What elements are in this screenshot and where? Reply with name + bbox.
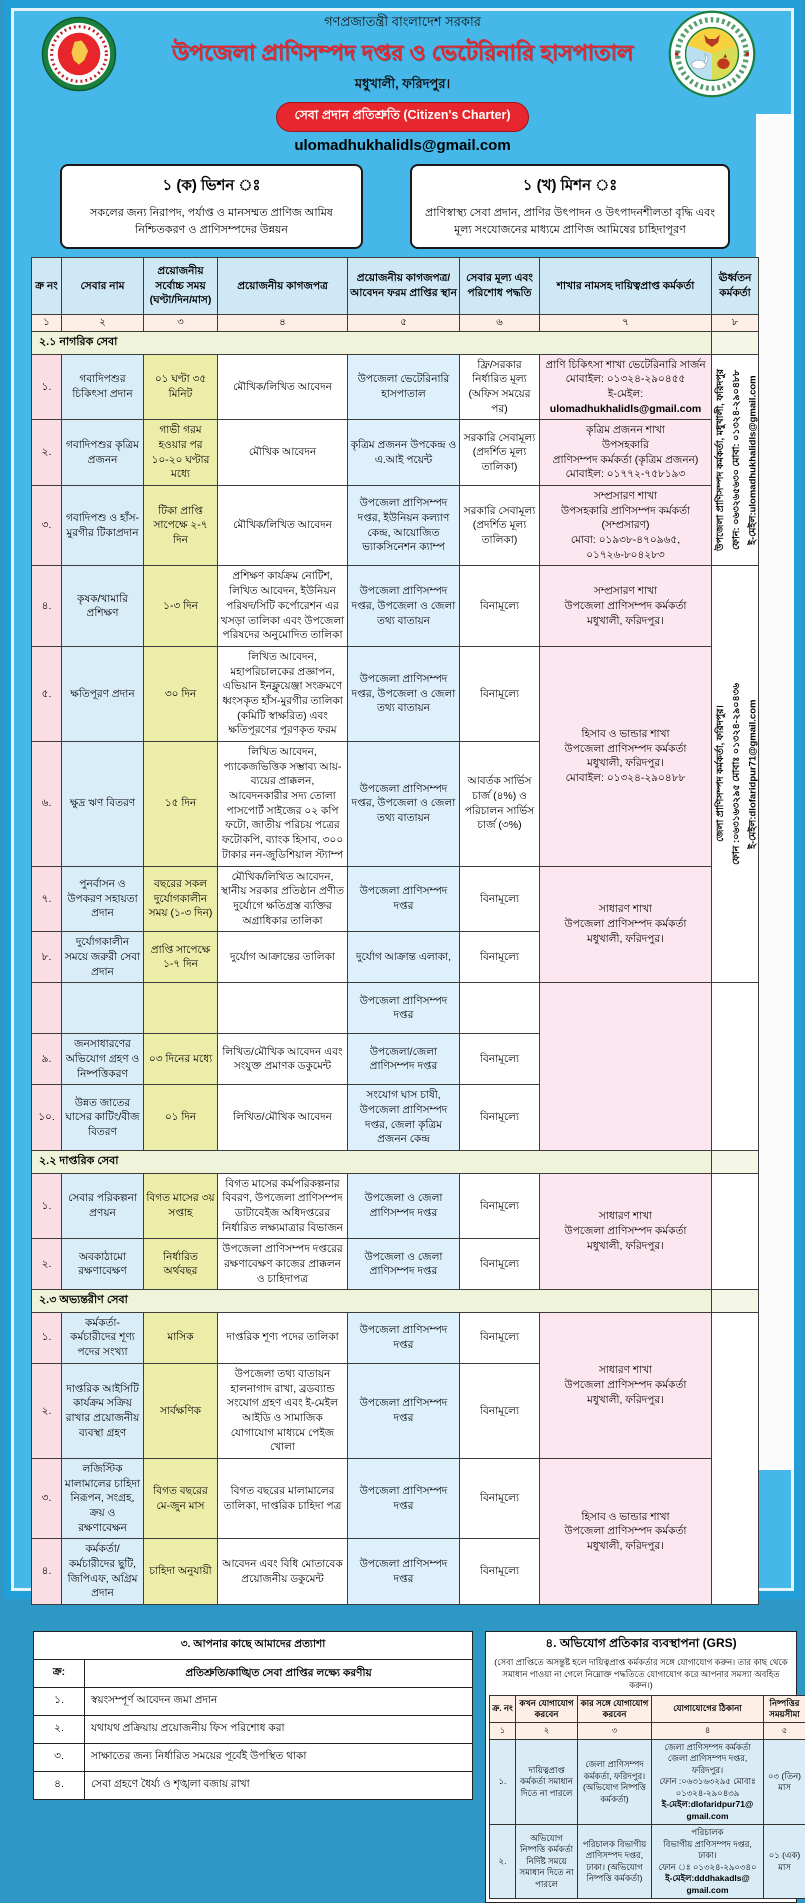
- grs-box: [485, 1631, 797, 1903]
- cell-line: উপজেলা প্রাণিসম্পদ কর্মকর্তা: [542, 1378, 709, 1393]
- service-table: [31, 257, 759, 1605]
- table-cell: ৩.: [32, 486, 62, 566]
- table-cell: ১-৩ দিন: [144, 566, 218, 646]
- cell-line: হিসাব ও ভান্ডার শাখা: [542, 1510, 709, 1525]
- cell-line: জেলা প্রাণিসম্পদ কর্মকর্তা, ফরিদপুর।: [713, 683, 729, 865]
- table-cell: কৃত্রিম প্রজনন উপকেন্দ্র ও এ.আই পয়েন্ট: [348, 420, 460, 486]
- column-number: ৬: [460, 315, 540, 332]
- table-row: [32, 1290, 759, 1312]
- bottom-row: [33, 1631, 802, 1903]
- cell-line: পরিচালক: [653, 1827, 762, 1838]
- cell-line: ই-মেইল:ulomadhukhalidls@gmail.com: [745, 369, 761, 551]
- office-title: উপজেলা প্রাণিসম্পদ দপ্তর ও ভেটেরিনারি হাসপাতাল: [3, 36, 802, 73]
- table-cell: বিগত মাসের কর্মপরিকল্পনার বিবরণ, উপজেলা প্রাণিসম্পদ ডাটাবেইজ অধিদপ্তরের নির্ধারিত লক্ষ্যমাত্রার বিভাজন: [218, 1173, 348, 1239]
- cell-line: মধুখালী, ফরিদপুর।: [542, 1393, 709, 1408]
- table-cell: বছরের সকল দুর্যোগকালীন সময় (১-৩ দিন): [144, 866, 218, 932]
- column-number: ৩: [578, 1723, 652, 1739]
- table-cell: উপজেলা প্রাণিসম্পদ দপ্তর, ইউনিয়ন কল্যাণ কেন্দ্র, আয়োজিত ভ্যাকসিনেশন ক্যাম্প: [348, 486, 460, 566]
- table-row: [32, 258, 759, 315]
- table-cell: জনসাধারণের অভিযোগ গ্রহণ ও নিষ্পত্তিকরণ: [62, 1034, 144, 1085]
- table-cell: লিখিত আবেদন, প্যাকেজভিত্তিক সম্ভাব্য আয়-ব্যয়ের প্রাক্কলন, আবেদনকারীর সদ্য তোলা পাসপোর্ট সাইজের ০২ কপি ফটো, জাতীয় পরিচয় পত্রের ফটোকপি, ব্যাংক হিসাব, ৩০০ টাকার নন-জুডিশিয়াল স্ট্যাম্প: [218, 742, 348, 867]
- table-cell: প্রাপ্তি সাপেক্ষে ১-৭ দিন: [144, 932, 218, 983]
- table-cell: উন্নত জাতের ঘাসের কাটিং/বীজ বিতরণ: [62, 1085, 144, 1151]
- column-number: ২: [516, 1723, 578, 1739]
- table-cell: [540, 420, 712, 486]
- cell-line: মোবাইল: ০১৩২৪-২৯০৪৫৫: [542, 372, 709, 387]
- expectations-box: [33, 1631, 473, 1800]
- cell-line: ফোন: ০৬৩২৬৫৬৩০ মোবা: ০১৩২৪-২৯০৪৮৮: [729, 369, 745, 551]
- expectation-text: যথাযথ প্রক্রিয়ায় প্রয়োজনীয় ফিস পরিশোধ করা: [85, 1716, 473, 1744]
- table-row: [32, 1312, 759, 1363]
- section-header: ২.২ দাপ্তরিক সেবা: [32, 1151, 712, 1173]
- table-cell: ০১ দিন: [144, 1085, 218, 1151]
- table-cell: ২.: [490, 1825, 516, 1899]
- table-row: [34, 1716, 473, 1744]
- cell-line: উপজেলা প্রাণিসম্পদ কর্মকর্তা: [542, 917, 709, 932]
- table-cell: উপজেলা ও জেলা প্রাণিসম্পদ দপ্তর: [348, 1173, 460, 1239]
- table-row: [32, 1173, 759, 1239]
- table-cell: [218, 983, 348, 1034]
- row-number: ২.: [34, 1716, 85, 1744]
- cell-line: প্রাণি চিকিৎসা শাখা ভেটেরিনারি সার্জন: [542, 358, 709, 373]
- table-cell: ২.: [32, 420, 62, 486]
- cell-line: ই-মেইল:dlofaridpur71@gmail.com: [745, 683, 761, 865]
- cell-line: উপসহকারি প্রাণিসম্পদ কর্মকর্তা: [542, 504, 709, 519]
- grs-note: (সেবা প্রাপ্তিতে অসন্তুষ্ট হলে দায়িত্বপ্রাপ্ত কর্মকর্তার সঙ্গে যোগাযোগ করুন। তার কাছ থেকে সমাধান পাওয়া না গেলে নিম্নোক্ত পদ্ধতিতে যোগাযোগ করে আপনার সমস্যা অবহিত করুন।): [491, 1657, 791, 1691]
- column-header: কখন যোগাযোগ করবেন: [516, 1695, 578, 1723]
- table-row: [32, 1151, 759, 1173]
- table-cell: ১.: [32, 1312, 62, 1363]
- cell-line: উপজেলা প্রাণিসম্পদ কর্মকর্তা, মধুখালী, ফরিদপুর: [713, 369, 729, 551]
- expectations-body: [34, 1688, 473, 1800]
- table-cell: বিগত মাসের ৩য় সপ্তাহ: [144, 1173, 218, 1239]
- table-cell: উপজেলা ভেটেরিনারি হাসপাতাল: [348, 354, 460, 420]
- vision-box: [60, 164, 363, 249]
- table-row: [34, 1688, 473, 1716]
- table-cell: দুর্যোগ আক্রান্তের তালিকা: [218, 932, 348, 983]
- cell-line: উপজেলা প্রাণিসম্পদ কর্মকর্তা: [542, 1224, 709, 1239]
- cell-line: মোবা: ০১৯৩৮-৪৭০৯৬৫, ০১৭২৬-৮০৪২৮৩: [542, 533, 709, 562]
- table-cell: [62, 983, 144, 1034]
- bangladesh-govt-logo: [41, 16, 117, 92]
- table-cell: ১.: [32, 1173, 62, 1239]
- table-cell: ১.: [490, 1739, 516, 1824]
- table-cell: উপজেলা প্রাণিসম্পদ দপ্তর, উপজেলা ও জেলা তথ্য বাতায়ন: [348, 646, 460, 741]
- grs-title: ৪. অভিযোগ প্রতিকার ব্যবস্থাপনা (GRS): [489, 1635, 793, 1655]
- cell-line: হিসাব ও ভান্ডার শাখা: [542, 727, 709, 742]
- table-cell: [32, 983, 62, 1034]
- citizen-charter-badge: সেবা প্রদান প্রতিশ্রুতি (Citizen's Charter): [276, 102, 530, 132]
- vision-title: ১ (ক) ভিশন ঃ: [72, 174, 351, 199]
- table-cell: [540, 1312, 712, 1458]
- table-cell: উপজেলা প্রাণিসম্পদ দপ্তর: [348, 1539, 460, 1605]
- column-header: ক্র. নং: [490, 1695, 516, 1723]
- column-number: ১: [32, 315, 62, 332]
- expectation-text: স্বয়ংসম্পূর্ণ আবেদন জমা প্রদান: [85, 1688, 473, 1716]
- table-cell: ০১ (এক) মাস: [764, 1825, 805, 1899]
- column-header: প্রয়োজনীয় কাগজপত্র/আবেদন ফরম প্রাপ্তির স্থান: [348, 258, 460, 315]
- vision-body: সকলের জন্য নিরাপদ, পর্যাপ্ত ও মানসম্মত প্রাণিজ আমিষ নিশ্চিতকরণ ও প্রাণিসম্পদের উন্নয়ন: [72, 205, 351, 239]
- column-number: ৪: [652, 1723, 764, 1739]
- table-cell: লিখিত আবেদন, মহাপরিচালকের প্রজ্ঞাপন, এভিয়ান ইনফ্লুয়েঞ্জা সংক্রমণে ধ্বংসকৃত হাঁস-মুরগীর তালিকা (কমিটি স্বাক্ষরিত) এবং ক্ষতিপূরণের পূরণকৃত ফরম: [218, 646, 348, 741]
- cell-line: উপসহকারি: [542, 438, 709, 453]
- table-cell: ৩০ দিন: [144, 646, 218, 741]
- table-cell: ৪.: [32, 1539, 62, 1605]
- table-cell: গবাদিপশু ও হাঁস-মুরগীর টিকাপ্রদান: [62, 486, 144, 566]
- vision-mission-row: [60, 164, 802, 249]
- cell-line: মধুখালী, ফরিদপুর।: [542, 756, 709, 771]
- table-cell: [712, 1151, 759, 1173]
- table-cell: ৫.: [32, 646, 62, 741]
- table-cell: [540, 1458, 712, 1604]
- table-cell: বিনামূল্যে: [460, 1239, 540, 1290]
- column-header: সেবার নাম: [62, 258, 144, 315]
- table-row: [32, 315, 759, 332]
- table-cell: বিনামূল্যে: [460, 1458, 540, 1538]
- cell-line: প্রাণিসম্পদ কর্মকর্তা (কৃত্রিম প্রজনন): [542, 453, 709, 468]
- cell-line: সাধারণ শাখা: [542, 1363, 709, 1378]
- table-cell: অবকাঠামো রক্ষণাবেক্ষণ: [62, 1239, 144, 1290]
- table-cell: উপজেলা প্রাণিসম্পদ দপ্তর: [348, 1312, 460, 1363]
- cell-line: ফোন :০৬৩১৬৩২৯৫ মোবাঃ ০১৩২৪-২৯০৪৩৬: [729, 683, 745, 865]
- table-cell: [540, 354, 712, 420]
- row-number: ১.: [34, 1688, 85, 1716]
- document-header: [3, 0, 802, 154]
- table-cell: [540, 646, 712, 866]
- cell-line: উপজেলা প্রাণিসম্পদ কর্মকর্তা: [542, 1524, 709, 1539]
- table-row: [34, 1632, 473, 1660]
- cell-line: কৃত্রিম প্রজনন শাখা: [542, 423, 709, 438]
- table-cell: ৮.: [32, 932, 62, 983]
- table-cell: প্রশিক্ষণ কার্যক্রম নোটিশ, লিখিত আবেদন, ইউনিয়ন পরিষদ/সিটি কর্পোরেশন এর খসড়া তালিকা এবং উপজেলা পরিষদের অনুমোদিত তালিকা: [218, 566, 348, 646]
- table-cell: উপজেলা প্রাণিসম্পদ দপ্তর, উপজেলা ও জেলা তথ্য বাতায়ন: [348, 566, 460, 646]
- column-header: নিষ্পত্তির সময়সীমা: [764, 1695, 805, 1723]
- column-number: ১: [490, 1723, 516, 1739]
- table-row: [32, 566, 759, 646]
- table-cell: সরকারি সেবামূল্য (প্রদর্শিত মূল্য তালিকা): [460, 486, 540, 566]
- table-cell: [712, 566, 759, 983]
- table-cell: উপজেলা প্রাণিসম্পদ দপ্তর: [348, 866, 460, 932]
- expectation-text: সাক্ষাতের জন্য নির্ধারিত সময়ের পূর্বেই উপস্থিত থাকা: [85, 1744, 473, 1772]
- table-cell: বিগত বছরের মালামালের তালিকা, দাপ্তরিক চাহিদা পত্র: [218, 1458, 348, 1538]
- table-cell: সেবার পরিকল্পনা প্রণয়ন: [62, 1173, 144, 1239]
- table-cell: ১০.: [32, 1085, 62, 1151]
- column-number: ২: [62, 315, 144, 332]
- mission-box: [410, 164, 730, 249]
- table-cell: দাপ্তরিক আইসিটি কার্যক্রম সক্রিয় রাখার প্রয়োজনীয় ব্যবস্থা গ্রহণ: [62, 1363, 144, 1458]
- table-cell: [144, 983, 218, 1034]
- cell-line: সাধারণ শাখা: [542, 1209, 709, 1224]
- table-cell: বিনামূল্যে: [460, 1312, 540, 1363]
- table-cell: বিনামূল্যে: [460, 1363, 540, 1458]
- cell-line: ulomadhukhalidls@gmail.com: [542, 402, 709, 417]
- row-number: ৪.: [34, 1772, 85, 1800]
- table-cell: কর্মকর্তা/কর্মচারীদের ছুটি, জিপিএফ, অগ্রিম প্রদান: [62, 1539, 144, 1605]
- table-row: [34, 1660, 473, 1688]
- table-cell: ০৩ দিনের মধ্যে: [144, 1034, 218, 1085]
- table-cell: আবেদন এবং বিধি মোতাবেক প্রয়োজনীয় ডকুমেন্ট: [218, 1539, 348, 1605]
- cell-line: মধুখালী, ফরিদপুর।: [542, 614, 709, 629]
- table-cell: বিনামূল্যে: [460, 1085, 540, 1151]
- cell-line: মোবাইল: ০১৭৭২-৭৫৮১৯৩: [542, 467, 709, 482]
- table-row: [32, 420, 759, 486]
- cell-line: ই-মেইল:dddhakadls@ gmail.com: [653, 1873, 762, 1896]
- table-row: [32, 332, 759, 354]
- table-cell: সংযোগ ঘাস চাষী, উপজেলা প্রাণিসম্পদ দপ্তর, জেলা কৃত্রিম প্রজনন কেন্দ্র: [348, 1085, 460, 1151]
- column-header: সেবার মূল্য এবং পরিশোধ পদ্ধতি: [460, 258, 540, 315]
- table-cell: মৌখিক আবেদন: [218, 420, 348, 486]
- table-cell: ০৩ (তিন) মাস: [764, 1739, 805, 1824]
- cell-line: ই-মেইল:dlofaridpur71@ gmail.com: [653, 1799, 762, 1822]
- table-row: [490, 1825, 805, 1899]
- cell-line: সম্প্রসারণ শাখা: [542, 584, 709, 599]
- table-cell: টিকা প্রাপ্তি সাপেক্ষে ২-৭ দিন: [144, 486, 218, 566]
- table-cell: কর্মকর্তা-কর্মচারীদের শূণ্য পদের সংখ্যা: [62, 1312, 144, 1363]
- table-cell: ক্ষুদ্র ঋণ বিতরণ: [62, 742, 144, 867]
- cell-line: সাধারণ শাখা: [542, 902, 709, 917]
- livestock-dept-logo: [668, 10, 756, 98]
- table-cell: [712, 1173, 759, 1290]
- grs-table: [489, 1695, 805, 1900]
- table-cell: [540, 566, 712, 646]
- table-cell: উপজেলা প্রাণিসম্পদ দপ্তর: [348, 983, 460, 1034]
- table-cell: আবর্তক সার্ভিস চার্জ (৪%) ও পরিচালন সার্ভিস চার্জ (৩%): [460, 742, 540, 867]
- table-cell: [540, 486, 712, 566]
- table-cell: দাপ্তরিক শূণ্য পদের তালিকা: [218, 1312, 348, 1363]
- table-cell: ৪.: [32, 566, 62, 646]
- table-cell: লিখিত/মৌখিক আবেদন এবং সংযুক্ত প্রমাণক ডকুমেন্ট: [218, 1034, 348, 1085]
- table-cell: [712, 983, 759, 1151]
- column-header: যোগাযোগের ঠিকানা: [652, 1695, 764, 1723]
- table-row: [490, 1723, 805, 1739]
- table-cell: সরকারি সেবামূল্য (প্রদর্শিত মূল্য তালিকা): [460, 420, 540, 486]
- table-cell: অভিযোগ নিষ্পত্তি কর্মকর্তা নির্দিষ্ট সময়ে সমাধান দিতে না পারলে: [516, 1825, 578, 1899]
- table-cell: [460, 983, 540, 1034]
- mission-title: ১ (খ) মিশন ঃ: [422, 174, 718, 199]
- table-cell: উপজেলা প্রাণিসম্পদ দপ্তর: [348, 1363, 460, 1458]
- table-cell: চাহিদা অনুযায়ী: [144, 1539, 218, 1605]
- cell-line: জেলা প্রাণিসম্পদ কর্মকর্তা: [653, 1742, 762, 1753]
- table-cell: বিনামূল্যে: [460, 932, 540, 983]
- table-cell: [712, 354, 759, 566]
- table-cell: [652, 1825, 764, 1899]
- column-header: কার সঙ্গে যোগাযোগ করবেন: [578, 1695, 652, 1723]
- table-cell: উপজেলা প্রাণিসম্পদ দপ্তর: [348, 1458, 460, 1538]
- table-cell: লিখিত/মৌখিক আবেদন: [218, 1085, 348, 1151]
- table-cell: ১৫ দিন: [144, 742, 218, 867]
- table-cell: দায়িত্বপ্রাপ্ত কর্মকর্তা সমাধান দিতে না পারলে: [516, 1739, 578, 1824]
- table-cell: [652, 1739, 764, 1824]
- column-number: ৭: [540, 315, 712, 332]
- page: [3, 0, 802, 1599]
- cell-line: বিভাগীয় প্রাণিসম্পদ দপ্তর, ঢাকা।: [653, 1839, 762, 1862]
- table-cell: বিগত বছরের মে-জুন মাস: [144, 1458, 218, 1538]
- table-row: [32, 1458, 759, 1538]
- table-cell: [712, 1290, 759, 1312]
- office-email: ulomadhukhalidls@gmail.com: [3, 137, 802, 154]
- table-cell: মৌখিক/লিখিত আবেদন, স্থানীয় সরকার প্রতিষ্ঠান প্রণীত দুর্যোগে ক্ষতিগ্রস্ত ব্যক্তির অগ্রাধিকার তালিকা: [218, 866, 348, 932]
- cell-line: জেলা প্রাণিসম্পদ দপ্তর, ফরিদপুর।: [653, 1753, 762, 1776]
- table-cell: সার্বক্ষণিক: [144, 1363, 218, 1458]
- table-cell: বিনামূল্যে: [460, 1034, 540, 1085]
- cell-line: ফোন ঃ ০১৩২৪-২৯০৩৪০: [653, 1862, 762, 1873]
- table-row: [34, 1744, 473, 1772]
- office-location: মধুখালী, ফরিদপুর।: [3, 75, 802, 96]
- table-row: [32, 866, 759, 932]
- table-cell: গবাদিপশুর চিকিৎসা প্রদান: [62, 354, 144, 420]
- mission-body: প্রাণিস্বাস্থ্য সেবা প্রদান, প্রাণির উৎপাদন ও উৎপাদনশীলতা বৃদ্ধি এবং মূল্য সংযোজনের মাধ্যমে প্রাণিজ আমিষের চাহিদাপূরণ: [422, 205, 718, 239]
- section-header: ২.৩ অভ্যন্তরীণ সেবা: [32, 1290, 712, 1312]
- table-cell: [540, 983, 712, 1151]
- table-cell: দুর্যোগকালীন সময়ে জরুরী সেবা প্রদান: [62, 932, 144, 983]
- cell-line: সম্প্রসারণ শাখা: [542, 489, 709, 504]
- table-cell: মৌখিক/লিখিত আবেদন: [218, 486, 348, 566]
- cell-line: মধুখালী, ফরিদপুর।: [542, 932, 709, 947]
- column-header: ক্র নং: [32, 258, 62, 315]
- table-cell: বিনামূল্যে: [460, 1539, 540, 1605]
- cell-line: ফোন :০৬৩১৬৩২৯৫ মোবাঃ ০১৩২৪-২৯০৪৩৯: [653, 1776, 762, 1799]
- table-cell: গবাদিপশুর কৃত্রিম প্রজনন: [62, 420, 144, 486]
- table-cell: মৌখিক/লিখিত আবেদন: [218, 354, 348, 420]
- section-header: ২.১ নাগরিক সেবা: [32, 332, 712, 354]
- table-cell: ৯.: [32, 1034, 62, 1085]
- table-cell: বিনামূল্যে: [460, 646, 540, 741]
- table-cell: বিনামূল্যে: [460, 866, 540, 932]
- table-cell: ফ্রি/সরকার নির্ধারিত মূল্য (অফিস সময়ের পর): [460, 354, 540, 420]
- table-cell: ক্ষতিপূরণ প্রদান: [62, 646, 144, 741]
- table-cell: ২.: [32, 1363, 62, 1458]
- table-cell: পুনর্বাসন ও উপকরণ সহায়তা প্রদান: [62, 866, 144, 932]
- table-cell: বিনামূল্যে: [460, 566, 540, 646]
- table-cell: [712, 1312, 759, 1604]
- table-row: [32, 646, 759, 741]
- column-header: ঊর্ধ্বতন কর্মকর্তা: [712, 258, 759, 315]
- column-number: ৪: [218, 315, 348, 332]
- column-header: প্রয়োজনীয় কাগজপত্র: [218, 258, 348, 315]
- cell-line: উপজেলা প্রাণিসম্পদ কর্মকর্তা: [542, 599, 709, 614]
- table-cell: গাভী গরম হওয়ার পর ১০-২০ ঘণ্টার মধ্যে: [144, 420, 218, 486]
- table-cell: উপজেলা প্রাণিসম্পদ দপ্তর, উপজেলা ও জেলা তথ্য বাতায়ন: [348, 742, 460, 867]
- table-row: [490, 1739, 805, 1824]
- table-cell: নির্ধারিত অর্থবছর: [144, 1239, 218, 1290]
- government-name: গণপ্রজাতন্ত্রী বাংলাদেশ সরকার: [3, 13, 802, 34]
- cell-line: (সম্প্রসারণ): [542, 518, 709, 533]
- table-row: [490, 1695, 805, 1723]
- column-header: প্রয়োজনীয় সর্বোচ্চ সময় (ঘণ্টা/দিন/মাস): [144, 258, 218, 315]
- vertical-text: [713, 369, 761, 551]
- table-cell: ১.: [32, 354, 62, 420]
- right-margin-strip: [756, 114, 794, 1470]
- expectations-title: ৩. আপনার কাছে আমাদের প্রত্যাশা: [34, 1632, 473, 1660]
- table-cell: পরিচালক বিভাগীয় প্রাণিসম্পদ দপ্তর, ঢাকা। (অভিযোগ নিষ্পত্তি কর্মকর্তা): [578, 1825, 652, 1899]
- column-number: ৮: [712, 315, 759, 332]
- cell-line: উপজেলা প্রাণিসম্পদ কর্মকর্তা: [542, 742, 709, 757]
- table-cell: [540, 866, 712, 983]
- table-cell: মাসিক: [144, 1312, 218, 1363]
- table-cell: [712, 332, 759, 354]
- table-cell: জেলা প্রাণিসম্পদ কর্মকর্তা, ফরিদপুর। (অভিযোগ নিষ্পত্তি কর্মকর্তা): [578, 1739, 652, 1824]
- table-cell: উপজেলা প্রাণিসম্পদ দপ্তরের রক্ষণাবেক্ষণ কাজের প্রাক্কলন ও চাহিদাপত্র: [218, 1239, 348, 1290]
- table-cell: ৬.: [32, 742, 62, 867]
- column-number: ৫: [348, 315, 460, 332]
- table-cell: ৩.: [32, 1458, 62, 1538]
- table-cell: বিনামূল্যে: [460, 1173, 540, 1239]
- table-cell: দুর্যোগ আক্রান্ত এলাকা,: [348, 932, 460, 983]
- table-cell: উপজেলা তথ্য বাতায়ন হালনাগাদ রাখা, ব্রডব্যান্ড সংযোগ গ্রহণ এবং ই-মেইল আইডি ও সামাজিক যোগাযোগ মাধ্যমে পেইজ খোলা: [218, 1363, 348, 1458]
- table-row: [32, 983, 759, 1034]
- table-cell: উপজেলা/জেলা প্রাণিসম্পদ দপ্তর: [348, 1034, 460, 1085]
- table-row: [34, 1772, 473, 1800]
- table-row: [32, 486, 759, 566]
- table-cell: [540, 1173, 712, 1290]
- column-number: ৫: [764, 1723, 805, 1739]
- table-cell: কৃষক/খামারি প্রশিক্ষণ: [62, 566, 144, 646]
- column-number: ৩: [144, 315, 218, 332]
- cell-line: মধুখালী, ফরিদপুর।: [542, 1539, 709, 1554]
- row-number: ৩.: [34, 1744, 85, 1772]
- table-row: [32, 354, 759, 420]
- table-cell: লজিস্টিক মালামালের চাহিদা নিরূপন, সংগ্রহ, ক্রয় ও রক্ষণাবেক্ষন: [62, 1458, 144, 1538]
- vertical-text: [713, 683, 761, 865]
- column-header: প্রতিশ্রুতি/কাঙ্খিত সেবা প্রাপ্তির লক্ষ্যে করণীয়: [85, 1660, 473, 1688]
- expectation-text: সেবা গ্রহণে ধৈর্য্য ও শৃঙ্খলা বজায় রাখা: [85, 1772, 473, 1800]
- column-header: ক্র:: [34, 1660, 85, 1688]
- cell-line: মোবাইল: ০১৩২৪-২৯০৪৮৮: [542, 771, 709, 786]
- column-header: শাখার নামসহ দায়িত্বপ্রাপ্ত কর্মকর্তা: [540, 258, 712, 315]
- table-cell: ৭.: [32, 866, 62, 932]
- cell-line: মধুখালী, ফরিদপুর।: [542, 1239, 709, 1254]
- table-cell: ০১ ঘণ্টা ৩৫ মিনিট: [144, 354, 218, 420]
- expectations-table: [33, 1631, 473, 1800]
- table-cell: ২.: [32, 1239, 62, 1290]
- cell-line: ই-মেইল:: [542, 387, 709, 402]
- table-cell: উপজেলা ও জেলা প্রাণিসম্পদ দপ্তর: [348, 1239, 460, 1290]
